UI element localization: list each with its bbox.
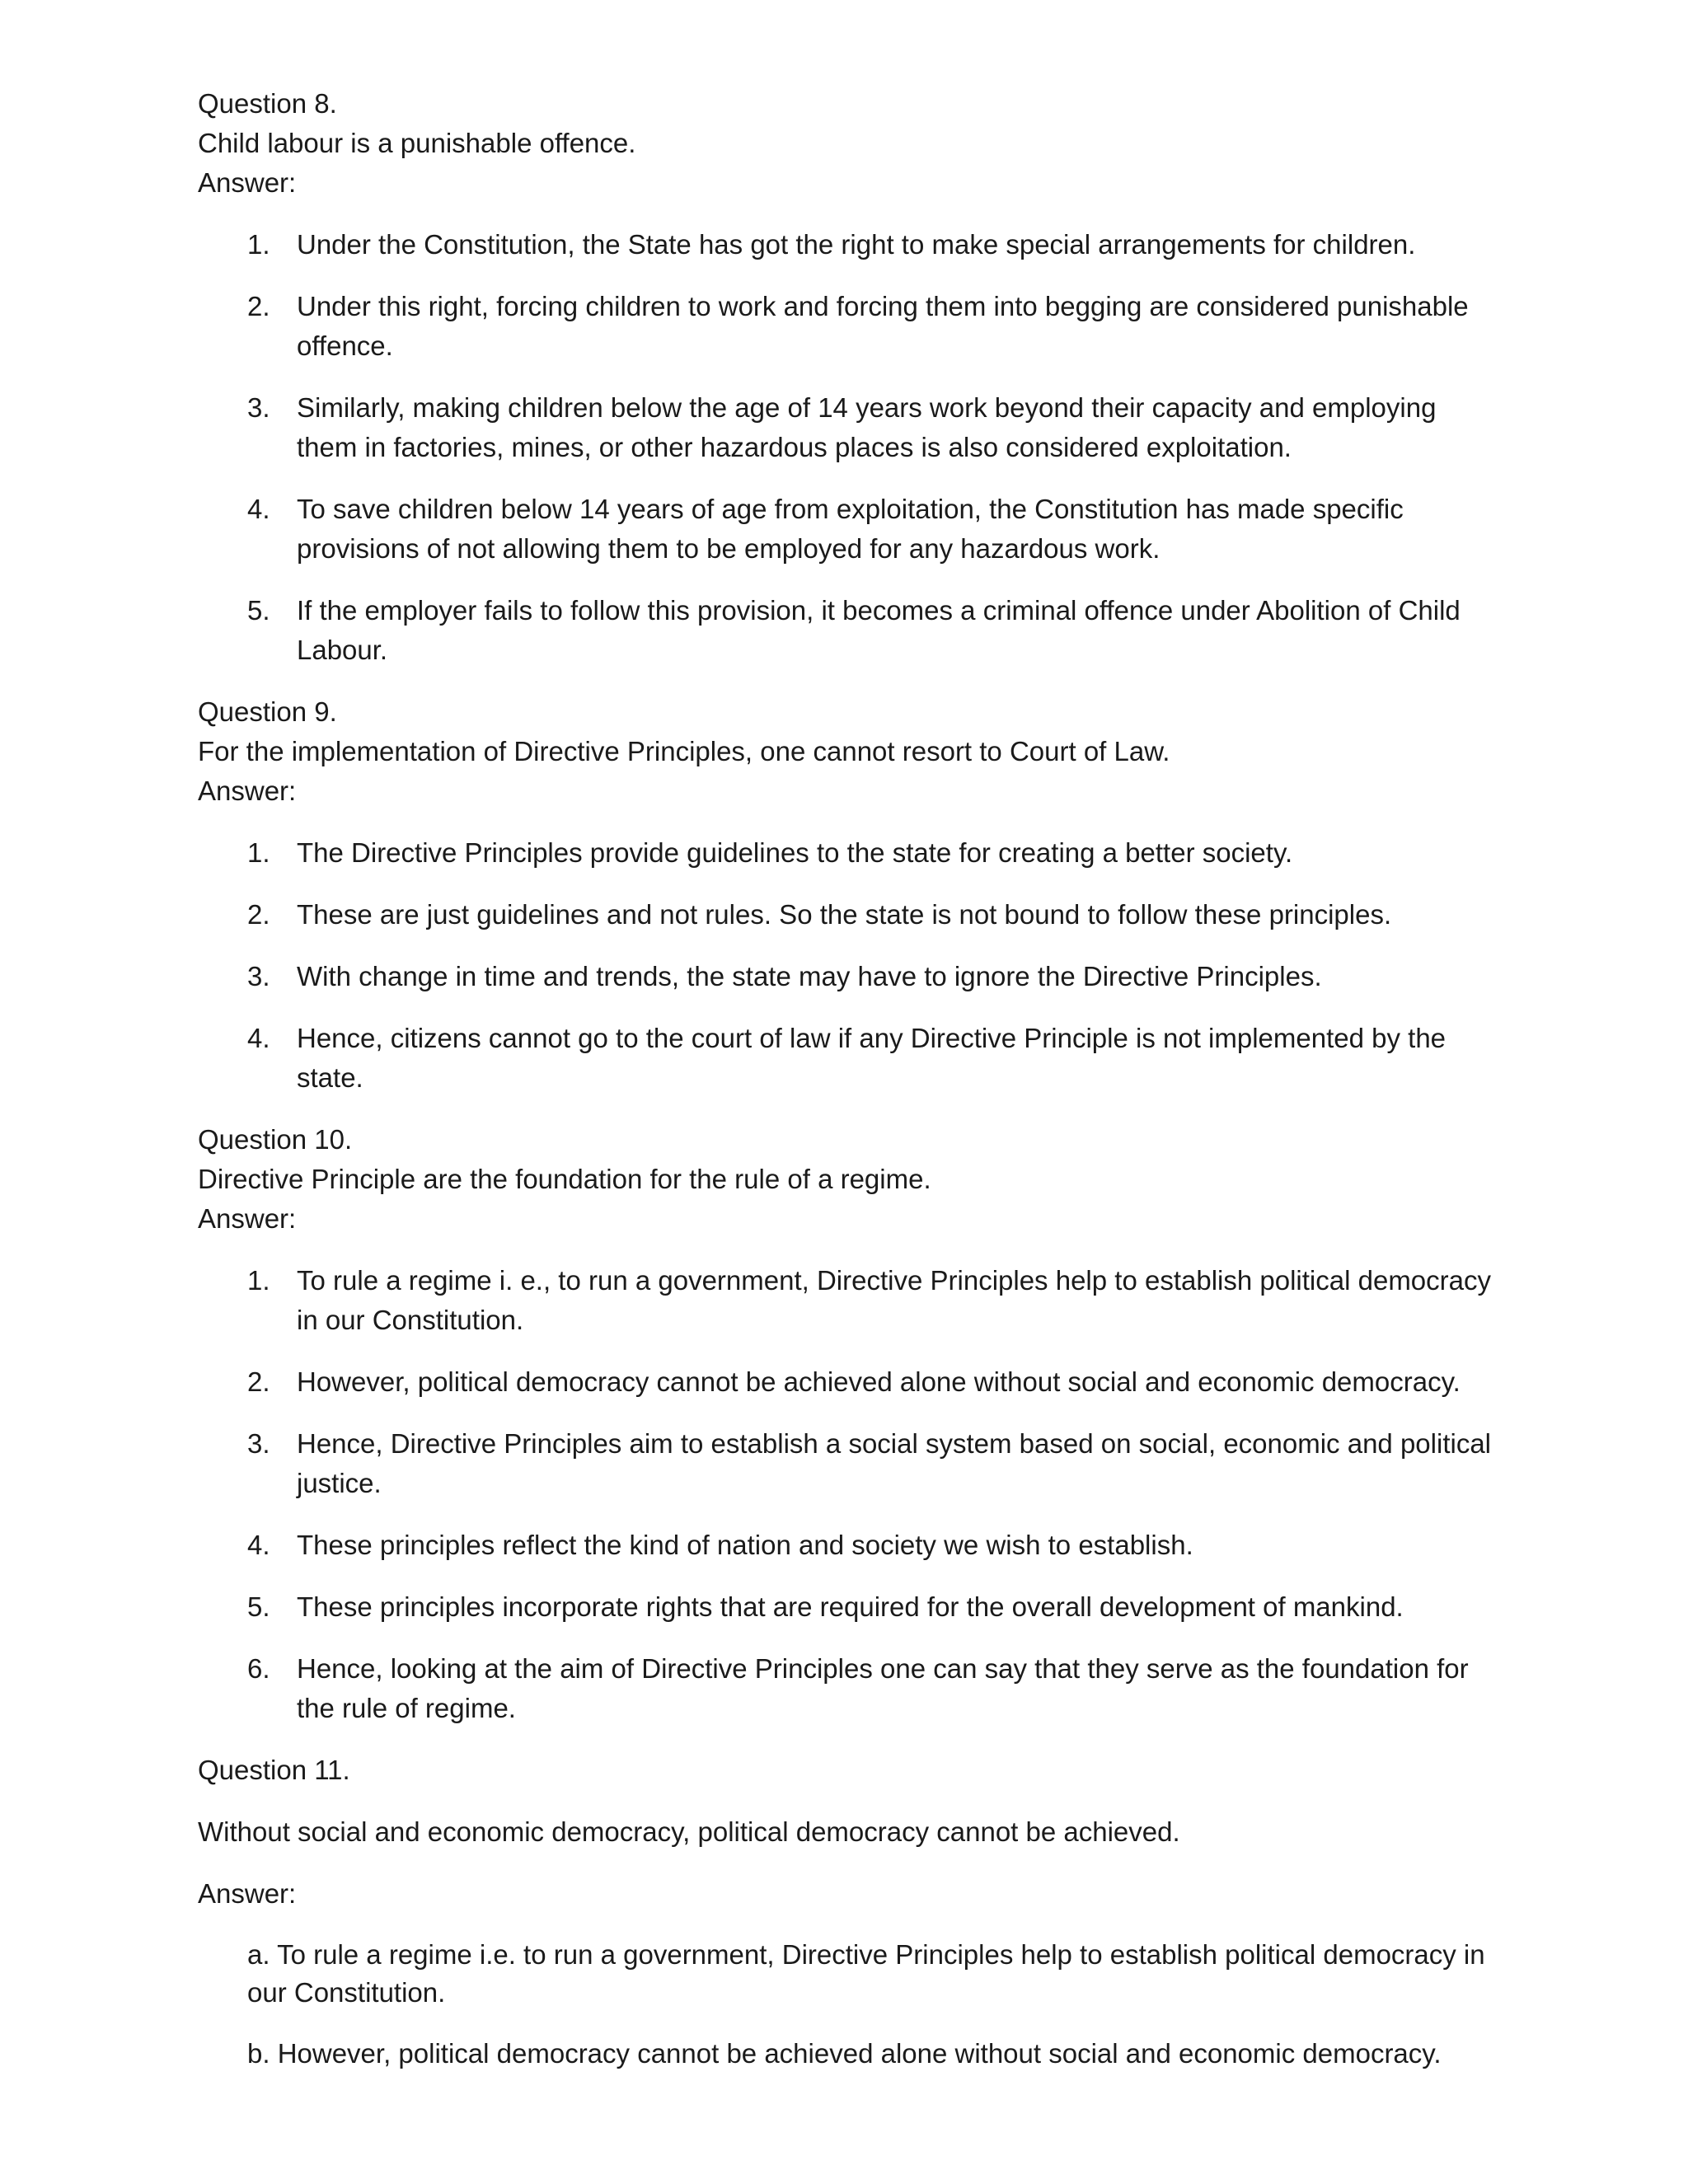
list-item: a. To rule a regime i.e. to run a government, Directive Principles help to establish political democracy in our Constitution. <box>247 1939 1485 2008</box>
question-title: Question 8. <box>198 88 337 119</box>
list-item <box>247 833 1492 873</box>
list-item <box>247 225 1492 265</box>
list-item <box>247 1526 1492 1565</box>
question-prompt: Child labour is a punishable offence. <box>198 128 636 158</box>
item-text: These are just guidelines and not rules. So the state is not bound to follow these principles. <box>297 899 1392 930</box>
list-item <box>247 957 1492 996</box>
item-number: 6. <box>247 1653 270 1684</box>
list-item <box>247 1424 1492 1503</box>
item-text: Under this right, forcing children to work and forcing them into begging are considered punishable offence. <box>297 291 1469 361</box>
list-item <box>247 1261 1492 1340</box>
item-number: 3. <box>247 1428 270 1459</box>
item-text: Hence, looking at the aim of Directive Principles one can say that they serve as the foundation for the rule of regime. <box>297 1653 1469 1723</box>
item-text: These principles incorporate rights that are required for the overall development of mankind. <box>297 1591 1404 1622</box>
item-number: 4. <box>247 1023 270 1053</box>
question-9 <box>198 692 1492 1098</box>
answer-list <box>198 1261 1492 1728</box>
list-item <box>247 1649 1492 1728</box>
question-title: Question 11. <box>198 1755 350 1785</box>
item-number: 1. <box>247 837 270 868</box>
item-number: 5. <box>247 595 270 626</box>
list-item <box>247 1587 1492 1627</box>
item-text: Hence, Directive Principles aim to establish a social system based on social, economic and political justice. <box>297 1428 1492 1498</box>
question-11 <box>198 1750 1492 2073</box>
item-text: However, political democracy cannot be achieved alone without social and economic democracy. <box>297 1366 1461 1397</box>
item-number: 1. <box>247 1265 270 1296</box>
question-prompt: Directive Principle are the foundation for the rule of a regime. <box>198 1164 931 1194</box>
item-number: 3. <box>247 961 270 991</box>
answer-list <box>198 1936 1492 2073</box>
item-number: 5. <box>247 1591 270 1622</box>
list-item <box>247 1019 1492 1098</box>
answer-label: Answer: <box>198 167 297 198</box>
item-text: Under the Constitution, the State has got the right to make special arrangements for children. <box>297 229 1416 260</box>
list-item <box>247 490 1492 569</box>
question-prompt: Without social and economic democracy, political democracy cannot be achieved. <box>198 1816 1180 1847</box>
item-text: To save children below 14 years of age from exploitation, the Constitution has made specific provisions of not allowing them to be employed for any hazardous work. <box>297 494 1404 564</box>
item-number: 4. <box>247 494 270 524</box>
item-text: These principles reflect the kind of nation and society we wish to establish. <box>297 1530 1193 1560</box>
question-8 <box>198 84 1492 670</box>
answer-label: Answer: <box>198 776 297 806</box>
item-text: The Directive Principles provide guidelines to the state for creating a better society. <box>297 837 1293 868</box>
list-item <box>247 591 1492 670</box>
answer-label: Answer: <box>198 1878 297 1909</box>
item-number: 2. <box>247 291 270 321</box>
item-number: 2. <box>247 1366 270 1397</box>
question-10 <box>198 1120 1492 1728</box>
answer-label: Answer: <box>198 1203 297 1234</box>
item-text: With change in time and trends, the state may have to ignore the Directive Principles. <box>297 961 1322 991</box>
list-item <box>247 388 1492 467</box>
list-item <box>247 287 1492 366</box>
item-number: 1. <box>247 229 270 260</box>
item-number: 4. <box>247 1530 270 1560</box>
answer-list <box>198 225 1492 670</box>
item-text: Similarly, making children below the age of 14 years work beyond their capacity and employing them in factories, mines, or other hazardous places is also considered exploitation. <box>297 392 1437 462</box>
document-page <box>198 84 1492 2096</box>
question-title: Question 9. <box>198 696 337 727</box>
item-text: Hence, citizens cannot go to the court of law if any Directive Principle is not implemented by the state. <box>297 1023 1447 1093</box>
answer-list <box>198 833 1492 1098</box>
list-item: b. However, political democracy cannot be achieved alone without social and economic democracy. <box>247 2038 1442 2069</box>
item-number: 2. <box>247 899 270 930</box>
question-prompt: For the implementation of Directive Principles, one cannot resort to Court of Law. <box>198 736 1170 766</box>
list-item <box>247 895 1492 935</box>
item-text: If the employer fails to follow this provision, it becomes a criminal offence under Abolition of Child Labour. <box>297 595 1461 665</box>
list-item <box>247 1362 1492 1402</box>
item-text: To rule a regime i. e., to run a government, Directive Principles help to establish political democracy in our Constitution. <box>297 1265 1492 1335</box>
question-title: Question 10. <box>198 1124 353 1155</box>
item-number: 3. <box>247 392 270 423</box>
